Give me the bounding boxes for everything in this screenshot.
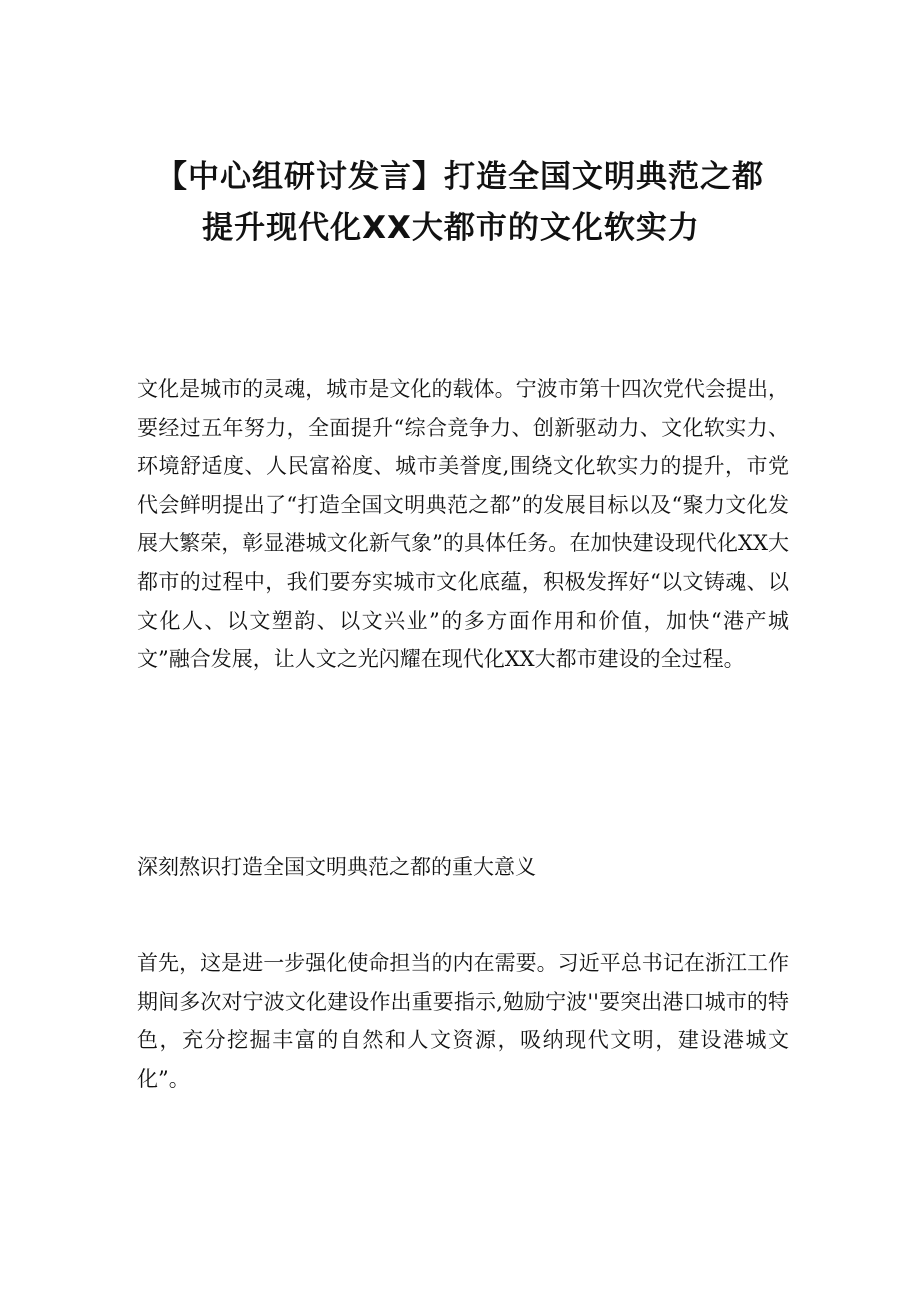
body-paragraph-first-point: 首先，这是进一步强化使命担当的内在需要。习近平总书记在浙江工作期间多次对宁波文化建设作出重要指示,勉励宁波''要突出港口城市的特色，充分挖掘丰富的自然和人文资源，吸纳现代文明，建设港城文化”。 bbox=[137, 951, 789, 1091]
body-paragraph-intro: 文化是城市的灵魂，城市是文化的载体。宁波市第十四次党代会提出，要经过五年努力，全面提升“综合竞争力、创新驱动力、文化软实力、环境舒适度、人民富裕度、城市美誉度,围绕文化软实力的提升，市党代会鲜明提出了“打造全国文明典范之都”的发展目标以及“聚力文化发展大繁荣，彰显港城文化新气象”的具体任务。在加快建设现代化XX大都市的过程中，我们要夯实城市文化底蕴，积极发挥好“以文铸魂、以文化人、以文塑韵、以文兴业”的多方面作用和价值，加快“港产城文”融合发展，让人文之光闪耀在现代化XX大都市建设的全过程。 bbox=[137, 377, 789, 672]
section-heading: 深刻熬识打造全国文明典范之都的重大意义 bbox=[137, 855, 536, 879]
document-title-line-2: 提升现代化XX大都市的文化软实力 bbox=[202, 210, 700, 246]
document-title-line-1: 【中心组研讨发言】打造全国文明典范之都 bbox=[156, 159, 764, 195]
